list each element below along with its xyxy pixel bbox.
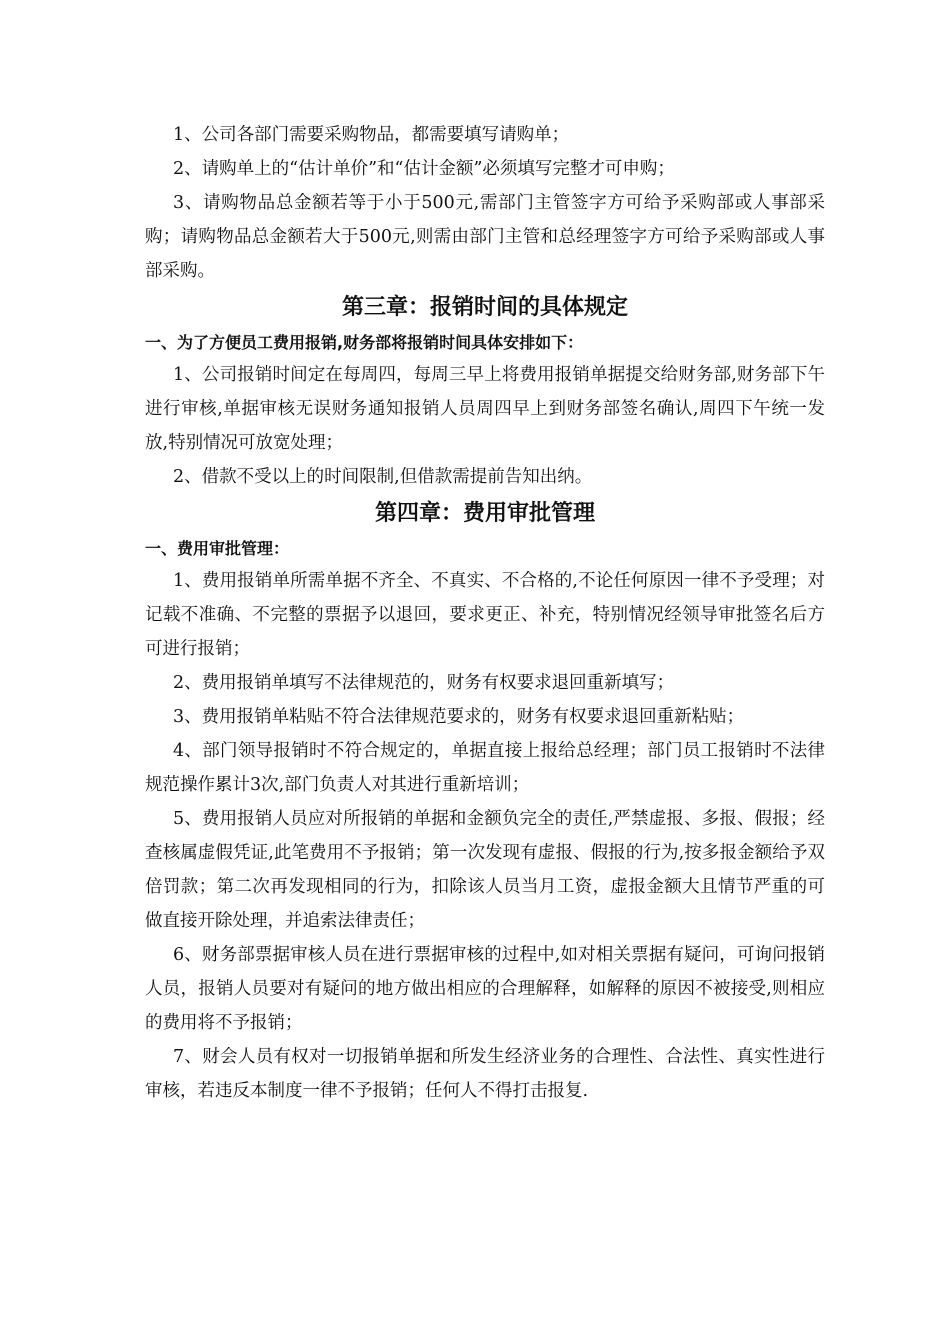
chapter-4-heading: 第四章：费用审批管理: [374, 501, 595, 526]
paragraph-reimburse-time-2: 2、借款不受以上的时间限制,但借款需提前告知出纳。: [173, 467, 593, 487]
paragraph-purchase-2: 2、请购单上的“估计单价”和“估计金额”必须填写完整才可申购；: [173, 159, 675, 179]
paragraph-approval-2: 2、费用报销单填写不法律规范的，财务有权要求退回重新填写；: [173, 673, 675, 693]
paragraph-approval-3: 3、费用报销单粘贴不符合法律规范要求的，财务有权要求退回重新粘贴；: [173, 707, 745, 727]
paragraph-approval-7: 7、财会人员有权对一切报销单据和所发生经济业务的合理性、合法性、真实性进行审核，若违反本制度一律不予报销；任何人不得打击报复.: [145, 1047, 825, 1101]
paragraph-approval-6: 6、财务部票据审核人员在进行票据审核的过程中,如对相关票据有疑问，可询问报销人员，报销人员要对有疑问的地方做出相应的合理解释，如解释的原因不被接受,则相应的费用将不予报销；: [145, 945, 825, 1033]
document-body: [145, 118, 825, 1108]
paragraph-approval-5: 5、费用报销人员应对所报销的单据和金额负完全的责任,严禁虚报、多报、假报；经查核属虚假凭证,此笔费用不予报销；第一次发现有虚报、假报的行为,按多报金额给予双倍罚款；第二次再发现相同的行为，扣除该人员当月工资，虚报金额大且情节严重的可做直接开除处理，并追索法律责任；: [145, 809, 825, 931]
chapter-3-heading: 第三章：报销时间的具体规定: [341, 295, 628, 320]
paragraph-approval-1: 1、费用报销单所需单据不齐全、不真实、不合格的,不论任何原因一律不予受理；对记载不准确、不完整的票据予以退回，要求更正、补充，特别情况经领导审批签名后方可进行报销；: [145, 571, 825, 659]
paragraph-reimburse-time-1: 1、公司报销时间定在每周四，每周三早上将费用报销单据提交给财务部,财务部下午进行审核,单据审核无误财务通知报销人员周四早上到财务部签名确认,周四下午统一发放,特别情况可放宽处理；: [145, 365, 825, 453]
paragraph-approval-4: 4、部门领导报销时不符合规定的，单据直接上报给总经理；部门员工报销时不法律规范操作累计3次,部门负责人对其进行重新培训；: [145, 741, 825, 795]
chapter-3-section-1-heading: 一、为了方便员工费用报销,财务部将报销时间具体安排如下：: [145, 333, 584, 352]
chapter-4-section-1-heading: 一、费用审批管理：: [145, 539, 290, 558]
paragraph-purchase-3: 3、请购物品总金额若等于小于500元,需部门主管签字方可给予采购部或人事部采购；请购物品总金额若大于500元,则需由部门主管和总经理签字方可给予采购部或人事部采购。: [145, 193, 825, 281]
paragraph-purchase-1: 1、公司各部门需要采购物品，都需要填写请购单；: [173, 125, 570, 145]
